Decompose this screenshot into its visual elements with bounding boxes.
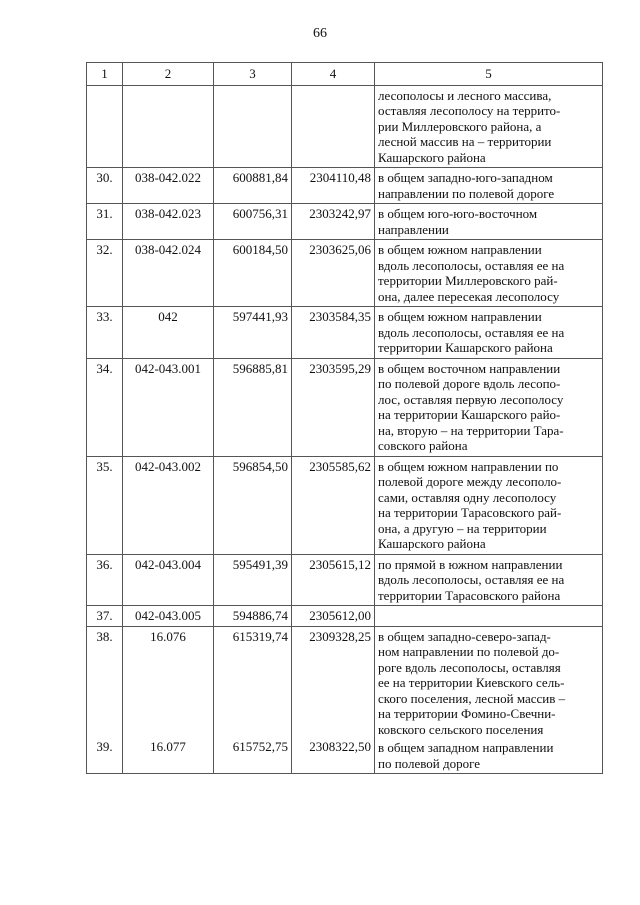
coordinate-y: 2308322,50 (309, 739, 371, 754)
point-code: 042-043.004 (123, 554, 214, 606)
description-line: на территории Тарасовского рай- (378, 505, 562, 520)
column-header: 2 (123, 63, 214, 86)
coordinate-y: 2303595,29 (292, 358, 375, 456)
coordinate-x: 600756,31 (214, 204, 292, 240)
description-line: Кашарского района (378, 149, 486, 165)
row-number: 39. (96, 739, 113, 754)
table-row-continuation (87, 85, 603, 168)
description-cell (375, 204, 603, 240)
coordinate-x: 615319,74 (232, 628, 288, 644)
table-row (87, 456, 603, 554)
description-cell (375, 554, 603, 606)
coordinate-x: 595491,39 (214, 554, 292, 606)
description-line: рии Миллеровского района, а (378, 118, 542, 134)
description-group (375, 626, 603, 774)
row-number-group (87, 626, 123, 774)
description-line: вдоль лесополосы, оставляя ее на (378, 572, 565, 587)
description-cell (375, 456, 603, 554)
description-line: роге вдоль лесополосы, оставляя (378, 659, 561, 675)
coordinate-y: 2303625,06 (292, 240, 375, 307)
boundary-table (86, 62, 603, 774)
row-number: 31. (87, 204, 123, 240)
description-line: направлении по полевой дороге (378, 185, 555, 201)
description-line: в общем западно-юго-западном (378, 170, 553, 185)
column-header: 4 (292, 63, 375, 86)
description-line: ковского сельского поселения (378, 721, 544, 737)
description-line: территории Тарасовского района (378, 587, 561, 603)
description-line: территории Миллеровского рай- (378, 273, 558, 288)
description-line: в общем западном направлении (378, 740, 554, 755)
table-row (87, 554, 603, 606)
table-cell (292, 85, 375, 168)
description-line: она, а другую – на территории (378, 520, 547, 536)
description-line: на территории Кашарского райо- (378, 407, 561, 422)
table-row (87, 240, 603, 307)
description-line: по полевой дороге (378, 755, 481, 771)
description-line: направлении (378, 221, 449, 237)
description-line: сами, оставляя одну лесополосу (378, 489, 557, 505)
description-line: лос, оставляя первую лесополосу (378, 391, 564, 407)
table-cell (123, 85, 214, 168)
table-row (87, 358, 603, 456)
row-number: 34. (87, 358, 123, 456)
description-line: ского поселения, лесной массив – (378, 690, 566, 706)
description-line: лесной массив на – территории (378, 134, 552, 149)
description-line: на, вторую – на территории Тара- (378, 422, 564, 438)
description-line: по полевой дороге вдоль лесопо- (378, 376, 561, 391)
description-cell (375, 307, 603, 359)
description-line: по прямой в южном направлении (378, 556, 563, 572)
coordinate-x: 600184,50 (214, 240, 292, 307)
point-code: 16.076 (150, 628, 186, 644)
column-header: 5 (375, 63, 603, 86)
table-row (87, 204, 603, 240)
point-code: 042-043.002 (123, 456, 214, 554)
coordinate-x: 600881,84 (214, 168, 292, 204)
coordinate-y: 2303242,97 (292, 204, 375, 240)
column-header: 3 (214, 63, 292, 86)
coordinate-y: 2309328,25 (309, 628, 371, 644)
row-number: 37. (87, 606, 123, 627)
table-header-row (87, 63, 603, 86)
point-code: 038-042.023 (123, 204, 214, 240)
row-number: 32. (87, 240, 123, 307)
description-line: в общем восточном направлении (378, 360, 561, 376)
table-cell (87, 85, 123, 168)
row-number: 35. (87, 456, 123, 554)
description-cell (375, 358, 603, 456)
coordinate-x: 594886,74 (214, 606, 292, 627)
point-code: 042-043.001 (123, 358, 214, 456)
description-line: она, далее пересекая лесополосу (378, 288, 560, 304)
description-line: в общем южном направлении (378, 309, 542, 324)
point-code: 038-042.022 (123, 168, 214, 204)
coordinate-y: 2305585,62 (292, 456, 375, 554)
description-line: полевой дороге между лесополо- (378, 474, 562, 489)
table-cell (214, 85, 292, 168)
coordinate-y-group (292, 626, 375, 774)
description-line: Кашарского района (378, 536, 486, 551)
row-number: 30. (87, 168, 123, 204)
coordinate-y: 2305615,12 (292, 554, 375, 606)
description-line: совского района (378, 438, 468, 453)
coordinate-y: 2303584,35 (292, 307, 375, 359)
coordinate-y: 2305612,00 (292, 606, 375, 627)
description-line: оставляя лесополосу на террито- (378, 103, 561, 118)
coordinate-x: 615752,75 (232, 739, 288, 754)
description-line: в общем юго-юго-восточном (378, 206, 538, 221)
description-line: в общем западно-северо-запад- (378, 628, 551, 644)
description-line: вдоль лесополосы, оставляя ее на (378, 324, 565, 340)
column-header: 1 (87, 63, 123, 86)
description-cell (375, 240, 603, 307)
point-code-group (123, 626, 214, 774)
description-line: лесополосы и лесного массива, (378, 87, 552, 103)
table-row (87, 606, 603, 627)
description-line: в общем южном направлении по (378, 458, 559, 474)
coordinate-x: 596885,81 (214, 358, 292, 456)
description-line: вдоль лесополосы, оставляя ее на (378, 257, 565, 273)
row-number: 33. (87, 307, 123, 359)
row-number: 38. (96, 628, 113, 644)
coordinate-y: 2304110,48 (292, 168, 375, 204)
point-code: 042 (123, 307, 214, 359)
row-number: 36. (87, 554, 123, 606)
coordinate-x: 597441,93 (214, 307, 292, 359)
description-cell (375, 168, 603, 204)
description-line: территории Кашарского района (378, 340, 553, 355)
description-line: ее на территории Киевского сель- (378, 675, 565, 690)
table-body (87, 85, 603, 774)
table-row (87, 626, 603, 774)
point-code: 042-043.005 (123, 606, 214, 627)
description-line: ном направлении по полевой до- (378, 644, 560, 659)
description-cell (375, 85, 603, 168)
coordinate-x-group (214, 626, 292, 774)
point-code: 038-042.024 (123, 240, 214, 307)
description-cell (375, 606, 603, 627)
table-row (87, 168, 603, 204)
page-number: 66 (313, 26, 327, 41)
point-code: 16.077 (150, 739, 186, 754)
description-line: в общем южном направлении (378, 242, 542, 257)
description-line: на территории Фомино-Свечни- (378, 706, 556, 721)
table-row (87, 307, 603, 359)
coordinate-x: 596854,50 (214, 456, 292, 554)
